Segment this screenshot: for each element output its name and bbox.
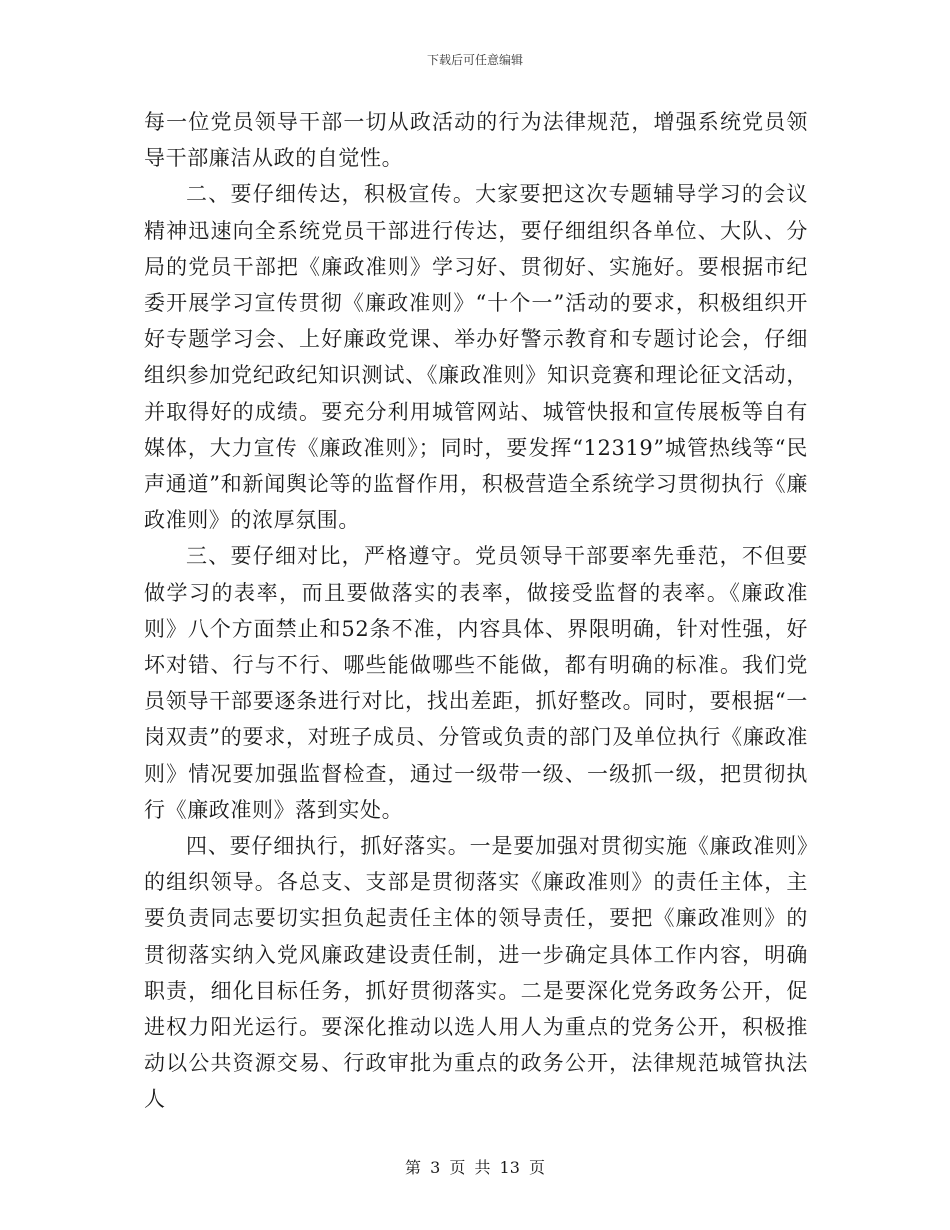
paragraph-section-four: 四、要仔细执行，抓好落实。一是要加强对贯彻实施《廉政准则》的组织领导。各总支、支部是贯彻落实《廉政准则》的责任主体，主要负责同志要切实担负起责任主体的领导责任，要把《廉政准则》的贯彻落实纳入党风廉政建设责任制，进一步确定具体工作内容，明确职责，细化目标任务，抓好贯彻落实。二是要深化党务政务公开，促进权力阳光运行。要深化推动以选人用人为重点的党务公开，积极推动以公共资源交易、行政审批为重点的政务公开，法律规范城管执法人 bbox=[144, 834, 808, 1112]
paragraph-continuation: 每一位党员领导干部一切从政活动的行为法律规范，增强系统党员领导干部廉洁从政的自觉性。 bbox=[144, 110, 808, 171]
paragraph-section-two: 二、要仔细传达，积极宣传。大家要把这次专题辅导学习的会议精神迅速向全系统党员干部进行传达，要仔细组织各单位、大队、分局的党员干部把《廉政准则》学习好、贯彻好、实施好。要根据市纪委开展学习宣传贯彻《廉政准则》“十个一”活动的要求，积极组织开好专题学习会、上好廉政党课、举办好警示教育和专题讨论会，仔细组织参加党纪政纪知识测试、《廉政准则》知识竞赛和理论征文活动，并取得好的成绩。要充分利用城管网站、城管快报和宣传展板等自有媒体，大力宣传《廉政准则》；同时，要发挥“12319”城管热线等“民声通道”和新闻舆论等的监督作用，积极营造全系统学习贯彻执行《廉政准则》的浓厚氛围。 bbox=[144, 182, 808, 533]
page-header-note: 下载后可任意编辑 bbox=[426, 53, 523, 67]
page-number: 第 3 页 共 13 页 bbox=[405, 1158, 545, 1177]
document-body bbox=[144, 104, 808, 1118]
paragraph-section-three: 三、要仔细对比，严格遵守。党员领导干部要率先垂范，不但要做学习的表率，而且要做落实的表率，做接受监督的表率。《廉政准则》八个方面禁止和52条不准，内容具体、界限明确，针对性强，好坏对错、行与不行、哪些能做哪些不能做，都有明确的标准。我们党员领导干部要逐条进行对比，找出差距，抓好整改。同时，要根据“一岗双责”的要求，对班子成员、分管或负责的部门及单位执行《廉政准则》情况要加强监督检查，通过一级带一级、一级抓一级，把贯彻执行《廉政准则》落到实处。 bbox=[144, 544, 808, 822]
